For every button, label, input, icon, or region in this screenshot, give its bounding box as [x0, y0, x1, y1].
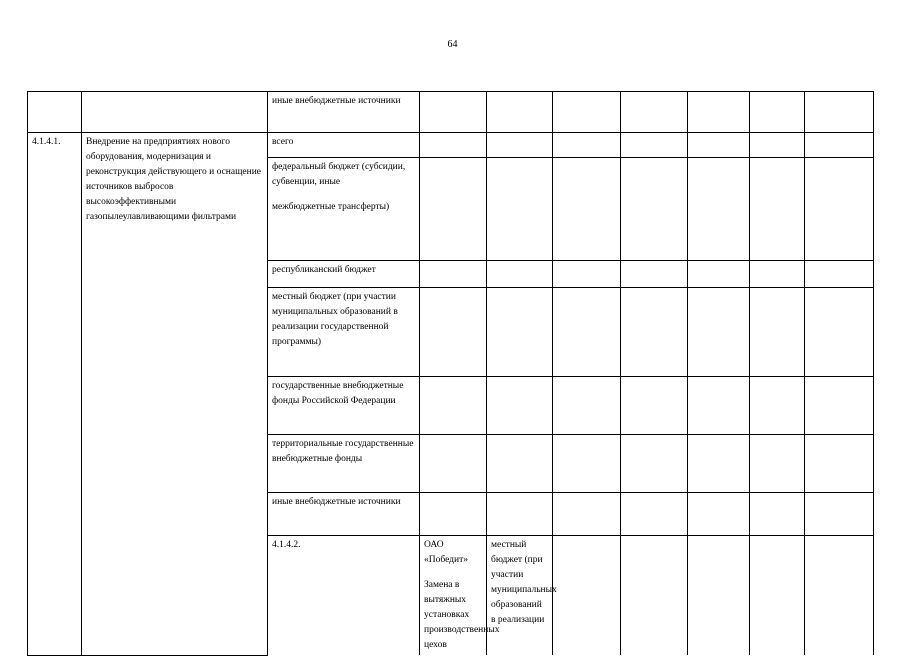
empty-value-cell [688, 288, 750, 377]
empty-value-cell [805, 493, 874, 536]
empty-value-cell [750, 158, 805, 261]
source-cell: местный бюджет (при участии муниципальных образований в реализации [487, 536, 553, 656]
empty-value-cell [805, 92, 874, 133]
empty-value-cell [420, 288, 487, 377]
empty-value-cell [621, 133, 688, 158]
empty-value-cell [487, 158, 553, 261]
source-cell: всего [268, 133, 420, 158]
empty-value-cell [805, 288, 874, 377]
empty-value-cell [553, 261, 621, 288]
empty-value-cell [688, 158, 750, 261]
empty-value-cell [621, 158, 688, 261]
source-cell: республиканский бюджет [268, 261, 420, 288]
empty-value-cell [420, 158, 487, 261]
name-text: ОАО «Победит» [424, 540, 468, 565]
empty-value-cell [553, 377, 621, 435]
empty-value-cell [621, 261, 688, 288]
empty-value-cell [688, 261, 750, 288]
empty-value-cell [688, 133, 750, 158]
empty-value-cell [750, 493, 805, 536]
budget-table [27, 91, 874, 656]
empty-value-cell [621, 92, 688, 133]
empty-value-cell [805, 435, 874, 493]
empty-value-cell [420, 435, 487, 493]
source-cell: государственные внебюджетные фонды Российской Федерации [268, 377, 420, 435]
empty-value-cell [621, 377, 688, 435]
empty-value-cell [750, 261, 805, 288]
source-text: межбюджетные трансферты) [272, 202, 390, 212]
empty-value-cell [688, 536, 750, 656]
empty-value-cell [688, 493, 750, 536]
empty-value-cell [487, 493, 553, 536]
empty-value-cell [688, 377, 750, 435]
empty-value-cell [750, 92, 805, 133]
empty-value-cell [553, 158, 621, 261]
empty-value-cell [805, 377, 874, 435]
empty-value-cell [553, 288, 621, 377]
empty-value-cell [750, 435, 805, 493]
name-cell [420, 536, 500, 656]
name-cell: Внедрение на предприятиях нового оборудования, модернизация и реконструкция действующего и оснащение источников выбросов высокоэффективными газопылеулавливающими фильтрами [82, 133, 268, 656]
source-text: федеральный бюджет (субсидии, субвенции, иные [272, 162, 406, 187]
table-row [28, 92, 874, 133]
empty-value-cell [750, 288, 805, 377]
empty-value-cell [805, 261, 874, 288]
empty-value-cell [487, 92, 553, 133]
empty-value-cell [487, 133, 553, 158]
empty-value-cell [805, 133, 874, 158]
source-cell: территориальные государственные внебюджетные фонды [268, 435, 420, 493]
empty-value-cell [420, 133, 487, 158]
empty-value-cell [487, 377, 553, 435]
empty-value-cell [553, 133, 621, 158]
empty-value-cell [621, 536, 688, 656]
empty-value-cell [487, 288, 553, 377]
empty-value-cell [688, 435, 750, 493]
empty-value-cell [621, 435, 688, 493]
empty-value-cell [750, 377, 805, 435]
empty-value-cell [487, 261, 553, 288]
empty-value-cell [553, 536, 621, 656]
empty-value-cell [420, 261, 487, 288]
code-cell: 4.1.4.2. [268, 536, 420, 656]
name-cell [82, 92, 268, 133]
empty-value-cell [553, 493, 621, 536]
source-cell [268, 158, 420, 261]
source-cell: иные внебюджетные источники [268, 92, 420, 133]
empty-value-cell [420, 92, 487, 133]
empty-value-cell [621, 288, 688, 377]
empty-value-cell [688, 92, 750, 133]
empty-value-cell [750, 536, 805, 656]
source-cell: местный бюджет (при участии муниципальных образований в реализации государственной программы) [268, 288, 420, 377]
empty-value-cell [487, 435, 553, 493]
empty-value-cell [805, 158, 874, 261]
code-cell [28, 92, 82, 133]
empty-value-cell [553, 92, 621, 133]
empty-value-cell [805, 536, 874, 656]
empty-value-cell [553, 435, 621, 493]
code-cell: 4.1.4.1. [28, 133, 82, 656]
empty-value-cell [420, 493, 487, 536]
empty-value-cell [750, 133, 805, 158]
page-number: 64 [447, 39, 458, 50]
empty-value-cell [420, 377, 487, 435]
table-row [28, 133, 874, 158]
name-text: Замена в вытяжных установках производственных цехов [424, 580, 500, 650]
empty-value-cell [621, 493, 688, 536]
source-cell: иные внебюджетные источники [268, 493, 420, 536]
